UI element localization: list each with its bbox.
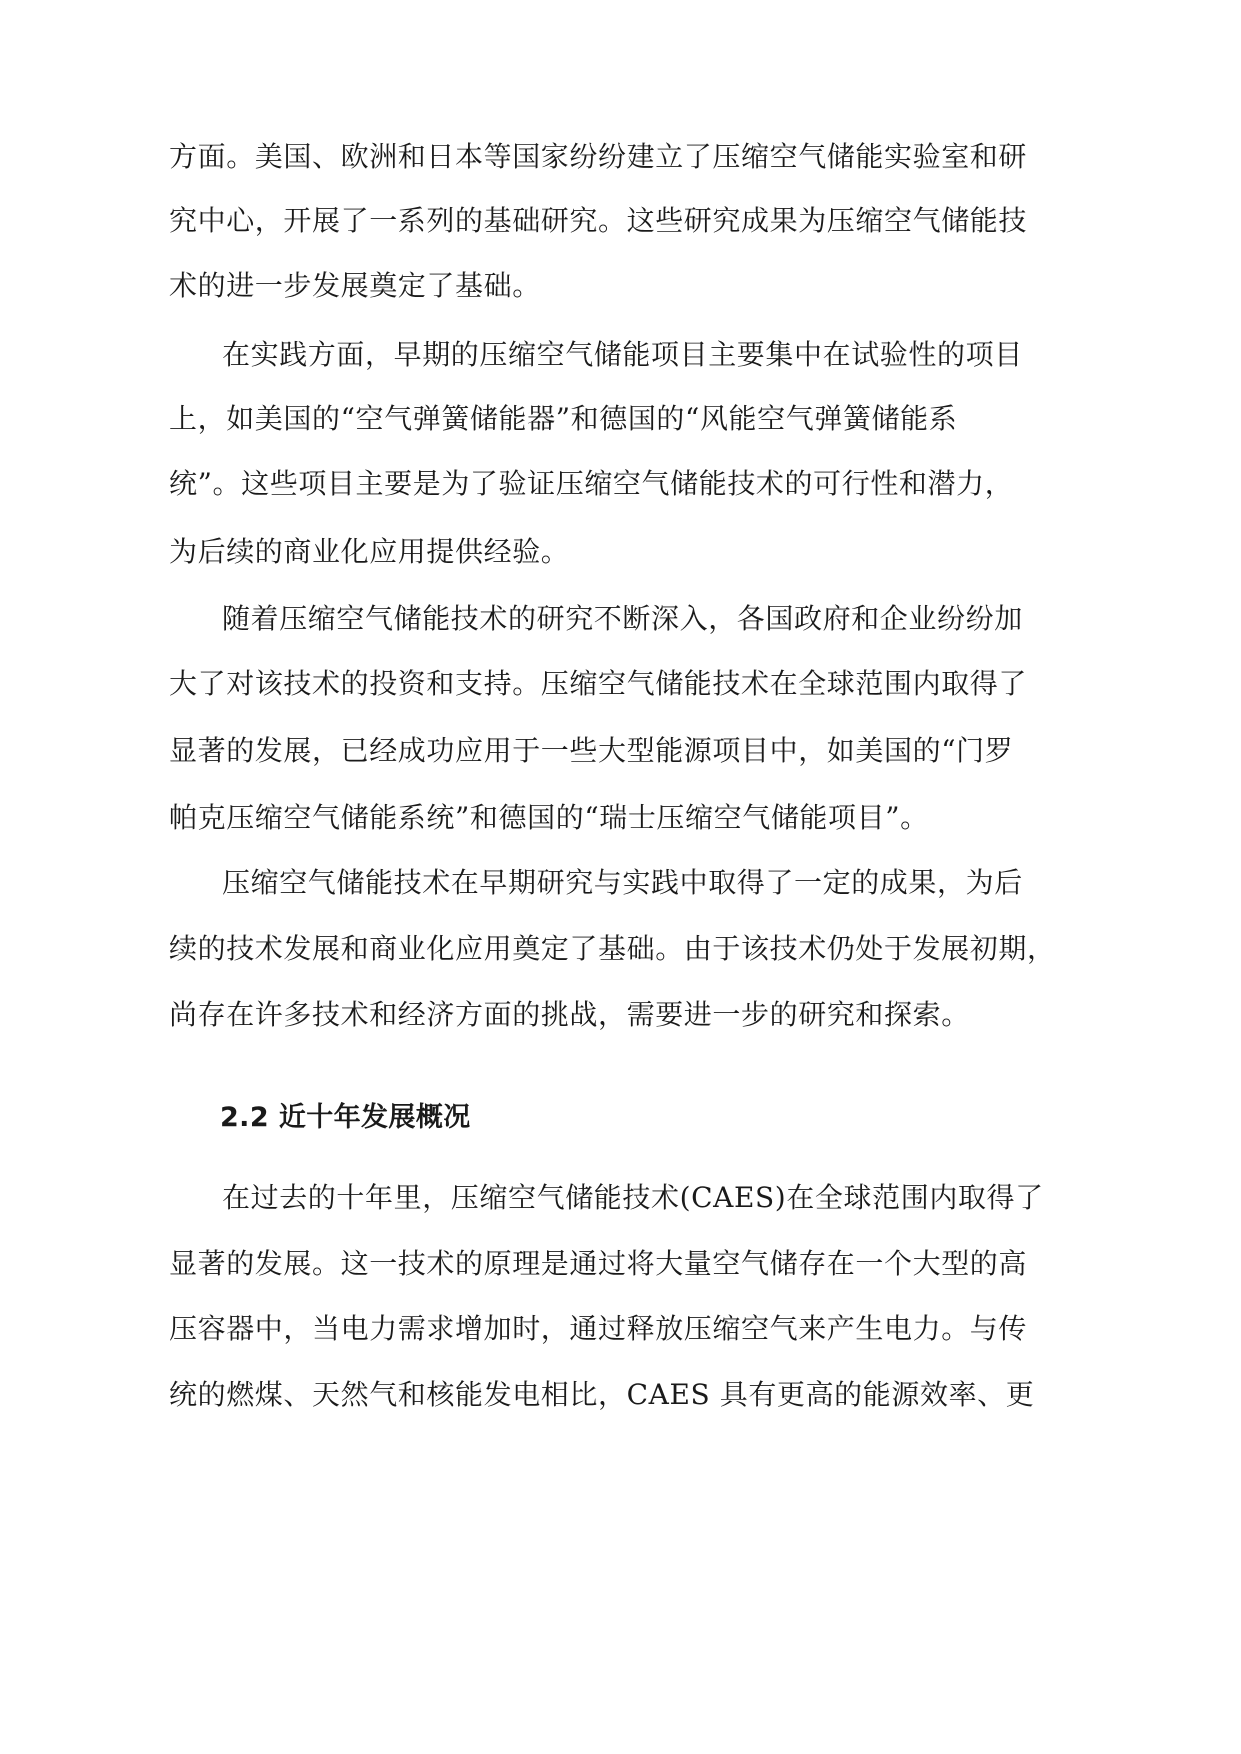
section-paragraph-line-2: 显著的发展。这一技术的原理是通过将大量空气储存在一个大型的高 xyxy=(169,1247,1028,1280)
paragraph-3-line-3: 显著的发展，已经成功应用于一些大型能源项目中，如美国的“门罗 xyxy=(169,734,1014,767)
paragraph-2-line-3: 统”。这些项目主要是为了验证压缩空气储能技术的可行性和潜力， xyxy=(169,467,1014,500)
section-paragraph-line-1: 在过去的十年里，压缩空气储能技术(CAES)在全球范围内取得了 xyxy=(222,1181,1044,1214)
paragraph-3-line-2: 大了对该技术的投资和支持。压缩空气储能技术在全球范围内取得了 xyxy=(169,667,1028,700)
paragraph-4-line-3: 尚存在许多技术和经济方面的挑战，需要进一步的研究和探索。 xyxy=(169,998,970,1031)
paragraph-1-line-1: 方面。美国、欧洲和日本等国家纷纷建立了压缩空气储能实验室和研 xyxy=(169,140,1028,173)
section-heading: 2.2 近十年发展概况 xyxy=(220,1102,471,1133)
paragraph-2-line-2: 上，如美国的“空气弹簧储能器”和德国的“风能空气弹簧储能系 xyxy=(169,402,958,435)
paragraph-3-line-1: 随着压缩空气储能技术的研究不断深入，各国政府和企业纷纷加 xyxy=(222,602,1023,635)
paragraph-1-line-2: 究中心，开展了一系列的基础研究。这些研究成果为压缩空气储能技 xyxy=(169,204,1028,237)
paragraph-4-line-1: 压缩空气储能技术在早期研究与实践中取得了一定的成果，为后 xyxy=(222,866,1023,899)
paragraph-4-line-2: 续的技术发展和商业化应用奠定了基础。由于该技术仍处于发展初期， xyxy=(169,932,1056,965)
paragraph-1-line-3: 术的进一步发展奠定了基础。 xyxy=(169,269,541,302)
paragraph-2-line-4: 为后续的商业化应用提供经验。 xyxy=(169,535,570,568)
paragraph-2-line-1: 在实践方面，早期的压缩空气储能项目主要集中在试验性的项目 xyxy=(222,338,1023,371)
section-paragraph-line-4: 统的燃煤、天然气和核能发电相比，CAES 具有更高的能源效率、更 xyxy=(169,1378,1035,1411)
section-paragraph-line-3: 压容器中，当电力需求增加时，通过释放压缩空气来产生电力。与传 xyxy=(169,1312,1028,1345)
paragraph-3-line-4: 帕克压缩空气储能系统”和德国的“瑞士压缩空气储能项目”。 xyxy=(169,801,929,834)
